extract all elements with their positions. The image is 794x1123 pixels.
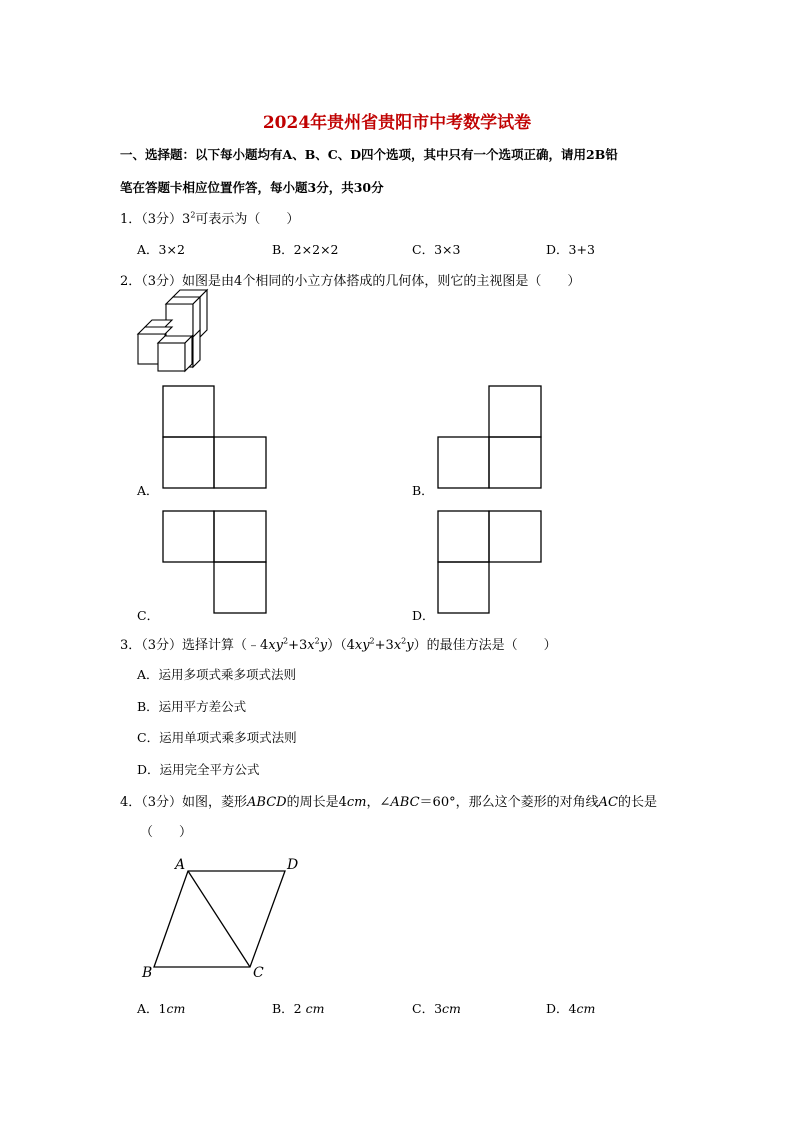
q1-option-d[interactable]: D．3+3	[546, 242, 595, 257]
q2-option-b-label[interactable]: B．	[412, 483, 434, 498]
cube-front-front	[158, 343, 185, 371]
point-label-b: B	[142, 965, 153, 981]
question-2-stem: 2．（3分）如图是由4个相同的小立方体搭成的几何体，则它的主视图是（ ）	[120, 274, 581, 289]
q4-option-d[interactable]: D．4cm	[546, 1001, 596, 1016]
q2-option-b-figure[interactable]	[438, 386, 541, 488]
question-1-stem: 1．（3分）$3^2$可表示为（ ）	[120, 210, 300, 227]
question-3-stem: 3．（3分）选择计算$(﹣4xy^2+3x^2y)(4xy^2+3x^2y)$的最佳方法是（ ）	[120, 636, 557, 653]
q2-option-a-figure[interactable]	[163, 386, 266, 488]
page-title: 2024年贵州省贵阳市中考数学试卷	[262, 113, 532, 133]
q4-option-c[interactable]: C．3cm	[412, 1001, 461, 1016]
q1-option-a[interactable]: A．3×2	[137, 242, 185, 257]
q2-option-c-figure[interactable]	[163, 511, 266, 613]
q2-option-d-figure[interactable]	[438, 511, 541, 613]
cube-solid-figure	[138, 290, 207, 371]
q3-option-d[interactable]: D．运用完全平方公式	[137, 762, 260, 777]
q4-option-a[interactable]: A．1cm	[137, 1001, 186, 1016]
rhombus-figure	[154, 871, 285, 967]
point-label-c: C	[253, 965, 264, 981]
diagonal-ac	[188, 871, 250, 967]
point-label-d: D	[287, 857, 299, 873]
question-4-answer-bracket: （ ）	[140, 825, 193, 840]
q2-option-c-label[interactable]: C．	[137, 608, 160, 623]
q3-option-c[interactable]: C．运用单项式乘多项式法则	[137, 730, 297, 745]
q2-option-d-label[interactable]: D．	[412, 608, 435, 623]
q4-option-b[interactable]: B．2 cm	[272, 1001, 325, 1016]
q1-option-b[interactable]: B．2×2×2	[272, 242, 339, 257]
q3-option-b[interactable]: B．运用平方差公式	[137, 699, 247, 714]
section-instructions-line2: 笔在答题卡相应位置作答，每小题3分，共30分	[120, 180, 384, 195]
q1-option-c[interactable]: C．3×3	[412, 242, 461, 257]
cube-side-front	[185, 336, 192, 371]
cube-side-face-upper	[200, 290, 207, 337]
cube-side-mid-lower	[193, 330, 200, 367]
section-instructions-line1: 一、选择题：以下每小题均有A、B、C、D四个选项，其中只有一个选项正确，请用2B铅	[120, 147, 618, 162]
q2-option-a-label[interactable]: A．	[137, 483, 159, 498]
question-4-stem: 4．（3分）如图，菱形ABCD的周长是4cm，∠ABC＝60°，那么这个菱形的对角线AC的长是	[120, 795, 657, 810]
point-label-a: A	[175, 857, 186, 873]
q3-option-a[interactable]: A．运用多项式乘多项式法则	[137, 667, 297, 682]
